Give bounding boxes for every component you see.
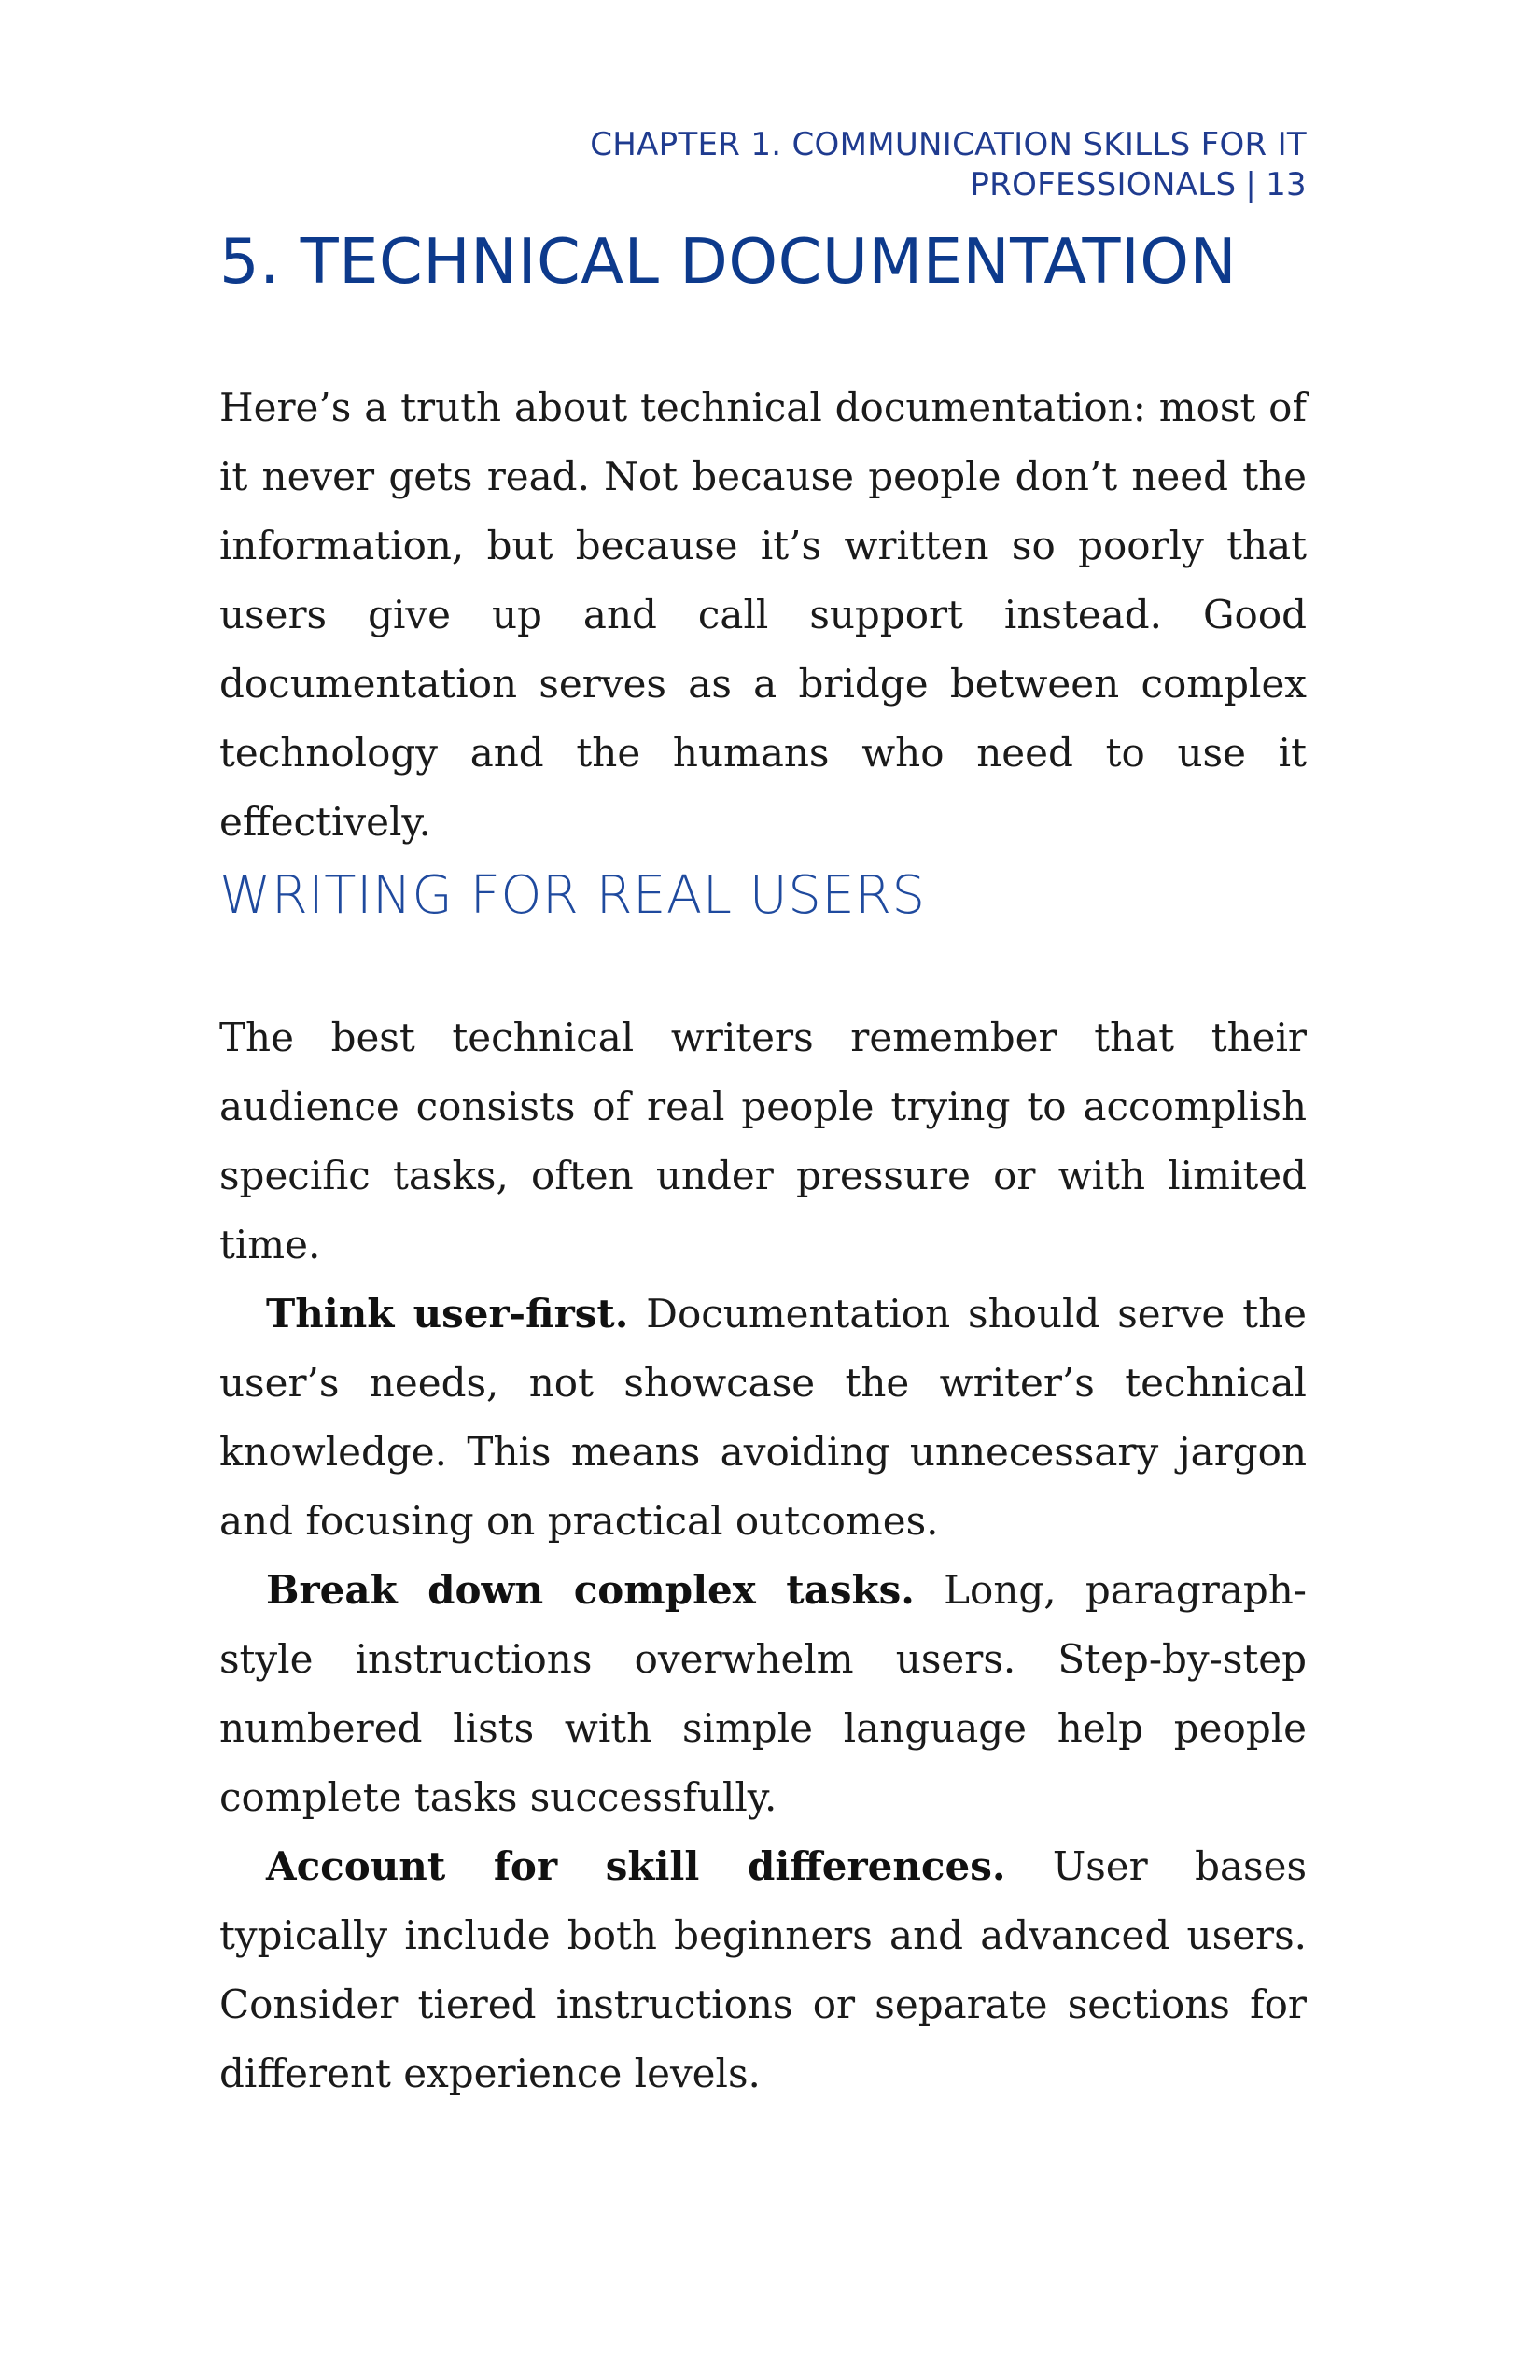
point-text: User bases typically include both beginners and advanced users. Consider tiered instructions or separate sections for different experience levels.: [219, 1843, 1307, 2096]
section-body: [219, 1003, 1307, 2108]
point-text: Long, paragraph-style instructions overwhelm users. Step-by-step numbered lists with simple language help people complete tasks successfully.: [219, 1567, 1307, 1820]
running-header-chapter-line2-text: PROFESSIONALS: [970, 166, 1237, 203]
running-header: [467, 125, 1307, 205]
intro-section: [219, 373, 1307, 857]
point-paragraph-think-user-first: [219, 1280, 1307, 1556]
section-heading: WRITING FOR REAL USERS: [219, 865, 926, 926]
running-header-separator: |: [1245, 166, 1257, 203]
point-lead: Think user-first.: [266, 1291, 629, 1337]
running-header-chapter-line2: [467, 165, 1307, 205]
point-paragraph-skill-differences: [219, 1832, 1307, 2108]
page-number: 13: [1266, 166, 1307, 203]
point-paragraph-break-down-tasks: [219, 1556, 1307, 1832]
chapter-title: 5. TECHNICAL DOCUMENTATION: [219, 225, 1238, 298]
running-header-chapter-line1: CHAPTER 1. COMMUNICATION SKILLS FOR IT: [590, 126, 1307, 163]
point-lead: Account for skill differences.: [266, 1843, 1006, 1889]
section-paragraph: The best technical writers remember that their audience consists of real people trying to accomplish specific tasks, often under pressure or with limited time.: [219, 1015, 1307, 1267]
point-lead: Break down complex tasks.: [266, 1567, 915, 1613]
intro-paragraph: Here’s a truth about technical documentation: most of it never gets read. Not because people don’t need the information, but because it’s written so poorly that users give up and call support instead. Good documentation serves as a bridge between complex technology and the humans who need to use it effectively.: [219, 385, 1307, 845]
point-text: Documentation should serve the user’s needs, not showcase the writer’s technical knowledge. This means avoiding unnecessary jargon and focusing on practical outcomes.: [219, 1291, 1307, 1544]
